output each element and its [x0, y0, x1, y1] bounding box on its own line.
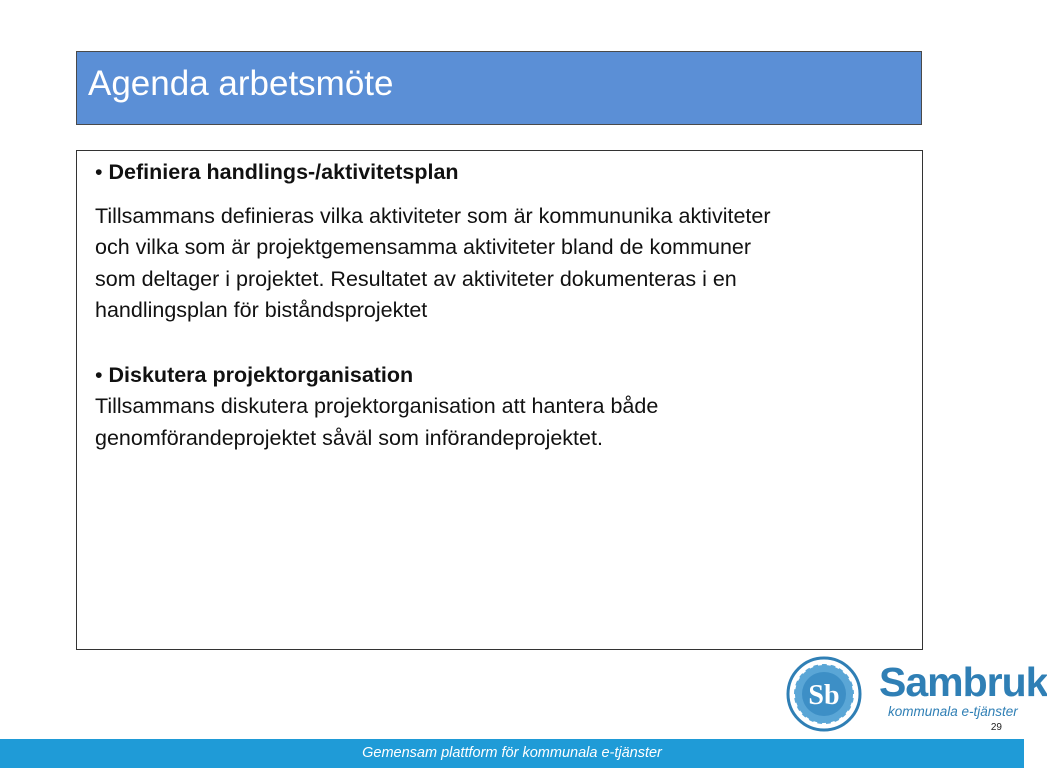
sambruk-emblem-icon: [786, 656, 862, 732]
title-bar: [76, 51, 922, 125]
paragraph-line: och vilka som är projektgemensamma aktiviteter bland de kommuner: [95, 235, 752, 259]
spacer: [95, 327, 907, 360]
emblem-letters: Sb: [808, 680, 840, 711]
spacer: [95, 189, 907, 201]
bullet-heading-2: [95, 360, 907, 392]
content-body: [95, 157, 907, 454]
bullet-heading-1: [95, 157, 907, 189]
bullet-marker: •: [95, 160, 103, 184]
page-number: 29: [990, 722, 1002, 733]
footer-text: Gemensam plattform för kommunala e-tjänster: [362, 745, 662, 761]
paragraph-2: [95, 391, 907, 454]
logo-tagline: kommunala e-tjänster: [888, 704, 1018, 719]
bullet-marker: •: [95, 362, 103, 387]
heading-text: Definiera handlings-/aktivitetsplan: [108, 160, 459, 184]
paragraph-line: Tillsammans diskutera projektorganisation att hantera både: [95, 394, 659, 418]
paragraph-line: som deltager i projektet. Resultatet av aktiviteter dokumenteras i en: [95, 266, 737, 291]
paragraph-line: Tillsammans definieras vilka aktiviteter som är kommununika aktiviteter: [95, 203, 771, 228]
paragraph-line: handlingsplan för biståndsprojektet: [95, 298, 428, 322]
paragraph-1: [95, 201, 907, 327]
paragraph-line: genomförandeprojektet såväl som införandeprojektet.: [95, 425, 603, 450]
logo-name: Sambruk: [879, 659, 1047, 705]
heading-text: Diskutera projektorganisation: [108, 362, 414, 387]
footer-bar: [0, 739, 1024, 768]
slide-title: Agenda arbetsmöte: [88, 64, 394, 103]
content-box: [76, 150, 923, 650]
